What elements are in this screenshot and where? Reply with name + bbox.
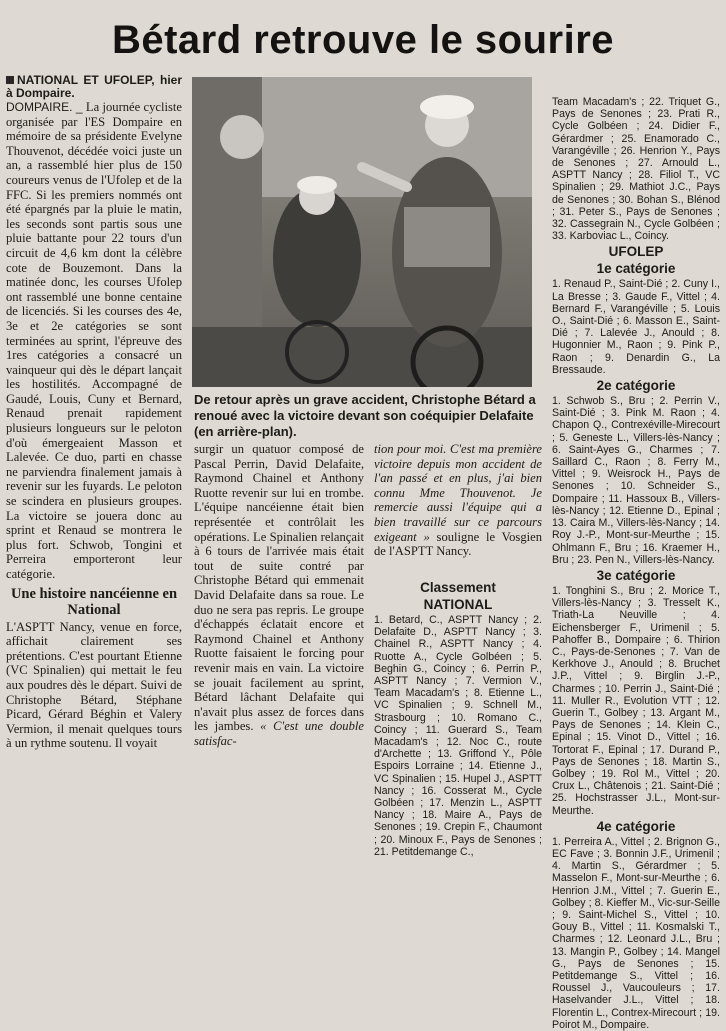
quote-start: « C'est une double satisfac- xyxy=(194,719,364,748)
kicker xyxy=(6,74,182,100)
national-results: 1. Betard, C., ASPTT Nancy ; 2. Delafaite D., ASPTT Nancy ; 3. Chainel R., ASPTT Nancy ; 4. Ruotte A., Cycle Golbéen ; 5. Beghin G., Coincy ; 6. Perrin P., ASPTT Nancy ; 7. Vermion V., Team Macadam's ; 8. Etienne L., VC Spinalien ; 9. Schnell M., Strasbourg ; 10. Romano C., Coincy ; 11. Guerard S., Team Macadam's ; 12. Noc C., route d'Archette ; 13. Griffond Y., Pôle Espoirs Lorraine ; 14. Etienne J., VC Spinalien ; 15. Hupel J., ASPTT Nancy ; 16. Cosserat M., Cycle Golbéen ; 17. Menzin L., ASPTT Nancy ; 18. Maire A., Pays de Senones ; 19. Crepin F., Chaumont ; 20. Minoux F., Pays de Senones ; 21. Petitdemange C., xyxy=(374,614,542,858)
national-heading: NATIONAL xyxy=(423,597,493,612)
cat4-heading: 4e catégorie xyxy=(596,818,676,834)
cat3-results: 1. Tonghini S., Bru ; 2. Morice T., Villers-lès-Nancy ; 3. Tresselt K., Triath-La Neuville ; 4. Eichensberger F., Urimenil ; 5. Pahoffer B., Dompaire ; 6. Thirion C., Pays-de-Senones ; 7. Van de Kerkhove J., Anould ; 8. Bruchet J.P., Vittel ; 9. Birglin J.-P., Charmes ; 10. Perrin J., Saint-Dié ; 11. Muller R., Evolution VTT ; 12. Guerin T., Golbey ; 13. Argant M., Pays de Senones ; 14. Klein C., Epinal ; 15. Vinot D., Vittel ; 16. Tortorat F., Epinal ; 17. Durand P., Pays de Senones ; 18. Martin S., Golbey ; 19. Rol M., Vittel ; 20. Crux L., Châtenois ; 21. Saint-Dié ; 25. Hochstrasser J.L., Mont-sur-Meurthe. xyxy=(552,584,720,817)
cat4-results: 1. Perreira A., Vittel ; 2. Brignon G., EC Fave ; 3. Bonnin J.F., Urimenil ; 4. Martin S., Gérardmer ; 5. Masselon F., Mont-sur-Meurthe ; 6. Henrion J.M., Vittel ; 7. Guerin E., Golbey ; 8. Kieffer M., Vic-sur-Seille ; 9. Saint-Michel S., Vittel ; 10. Gouy B., Vittel ; 11. Kosmalski T., Charmes ; 12. Leonard J.L., Bru ; 13. Mangin P., Golbey ; 14. Mangel G., Pays de Senones ; 15. Petitdemange S., Vittel ; 16. Roussel J., Vaucouleurs ; 17. Haselvander J.L., Vittel ; 18. Florentin L., Contrex-Mirecourt ; 19. Poirot M., Dompaire. xyxy=(552,835,720,1031)
cat2-results: 1. Schwob S., Bru ; 2. Perrin V., Saint-Dié ; 3. Pink M. Raon ; 4. Chapon Q., Contrexéville-Mirecourt ; 5. Geneste L., Villers-lès-Nancy ; 6. Saint-Ayes G., Charmes ; 7. Saillard C., Raon ; 8. Ferry M., Vittel ; 9. Weisrock H., Pays de Senones ; 10. Schneider S., Dompaire ; 11. Hassoux B., Villers-lès-Nancy ; 12. Etienne D., Epinal ; 13. Caira M., Villers-lès-Nancy ; 14. Roy J.-P., Mont-sur-Meurthe ; 15. Ohlmann F., Bru ; 16. Kraemer H., Bru ; 23. Pen N., Villers-lès-Nancy. xyxy=(552,395,720,566)
cat2-heading: 2e catégorie xyxy=(596,378,676,394)
article-column-3 xyxy=(374,442,542,559)
national-results-continued: Team Macadam's ; 22. Triquet G., Pays de Senones ; 23. Prati R., Cycle Golbéen ; 24. Didier F., Gérardmer ; 25. Enamorado C., Varangéville ; 26. Henrion Y., Pays de Senones ; 27. Arnould L., ASPTT Nancy ; 28. Filiol T., VC Spinalien ; 29. Mathiot J.C., Pays de Senones ; 30. Bohan S., Blénod ; 31. Peter S., Pays de Senones ; 32. Cassegrain N., Cycle Golbéen ; 33. Karboviac L., Coincy. xyxy=(552,96,720,243)
square-bullet-icon xyxy=(6,76,14,84)
cat1-heading: 1e catégorie xyxy=(596,261,676,277)
subheading: Une histoire nancéienne en National xyxy=(10,585,178,618)
ufolep-heading: UFOLEP xyxy=(608,244,664,260)
article-text-2: L'ASPTT Nancy, venue en force, affichait clairement ses prétentions. C'est pourtant Etienne (VC Spinalien) qui mettait le feu aux poudres dès le départ. Suivi de Christophe Bétard, Stéphane Picard, Gérard Béghin et Valery Vermion, il menait quelques tours à un rythme soutenu. Il voyait xyxy=(6,619,182,751)
photo-caption: De retour après un grave accident, Christophe Bétard a renoué avec la victoire devant son coéquipier Delafaite (en arrière-plan). xyxy=(194,392,536,439)
article-column-2 xyxy=(194,442,364,748)
classement-heading: Classement xyxy=(420,580,496,595)
quote-attribution: souligne le Vosgien de l'ASPTT Nancy. xyxy=(374,529,543,559)
kicker-text: NATIONAL ET UFOLEP, hier à Dompaire. xyxy=(6,73,182,100)
article-text: La journée cycliste organisée par l'ES Dompaire en mémoire de sa présidente Evelyne Thouvenot, décédée voici juste un an, a rassemblé hier plus de 150 coureurs venus de l'Ufolep et de la FFC. Si les premiers nommés ont été épargnés par la pluie le matin, les seconds sont partis sous une pluie battante pour 22 tours d'un circuit de 4,6 km dont la célèbre cote de Bouzemont. Dans la matinée donc, les courses Ufolep ont rassemblé une bonne centaine de licenciés. Si les courses des 4e, 3e et 2e catégories se sont terminées au sprint, l'épreuve des 1res catégories a consacré un vainqueur qui dès le départ lançait les hostilités. Accompagné de Gaudé, Louis, Cuny et Bernard, Renaud prenait rapidement plusieurs longueurs sur le peloton d'où émergeaient Masson et Lalevée. Ce duo, parti en chasse ne parviendra finalement jamais à revenir sur les fuyards. Le peloton se scindera en plusieurs groupes. La victoire se jouera donc au sprint et Renaud se montrera le plus fort. Schwob, Tongini et Perreira emporteront leur catégorie. xyxy=(6,100,182,581)
cat3-heading: 3e catégorie xyxy=(596,567,676,583)
cat1-results: 1. Renaud P., Saint-Dié ; 2. Cuny I., La Bresse ; 3. Gaude F., Vittel ; 4. Bernard F., Varangéville ; 5. Louis O., Saint-Dié ; 6. Masson E., Saint-Dié ; 7. Lalevée J., Anould ; 8. Hugonnier M., Raon ; 9. Pink P., Raon ; 9. Denardin G., La Bressaude. xyxy=(552,278,720,376)
article-text-3: surgir un quatuor composé de Pascal Perrin, David Delafaite, Raymond Chainel et Anthony Ruotte revenir sur lui en trombe. L'équipe nancéienne était bien représentée et contrôlait les opérations. Le Spinalien relançait à 6 tours de l'arrivée mais était tout de suite contré par Christophe Bétard qui emmenait David Delafaite dans sa roue. Le duo ne sera pas repris. Le groupe d'échappés éclatait encore et Raymond Chainel et Anthony Ruotte faisaient le forcing pour revenir mais en vain. La victoire se jouait facilement au sprint, Bétard lâchant Delafaite qui n'avait plus assez de forces dans les jambes. xyxy=(194,442,364,734)
article-column-1 xyxy=(6,74,182,751)
dateline: DOMPAIRE. _ xyxy=(6,100,83,114)
cyclists-photo-illustration xyxy=(192,77,532,387)
results-national xyxy=(374,578,542,858)
results-column xyxy=(552,96,720,1031)
headline: Bétard retrouve le sourire xyxy=(111,18,615,62)
race-photo xyxy=(192,77,532,387)
quote-text: tion pour moi. C'est ma première victoire depuis mon accident de l'an passé et en plus, j'ai bien connu Mme Thouvenot. Je remercie aussi l'équipe qui a bien travaillé sur ce parcours exigeant » xyxy=(374,442,542,544)
